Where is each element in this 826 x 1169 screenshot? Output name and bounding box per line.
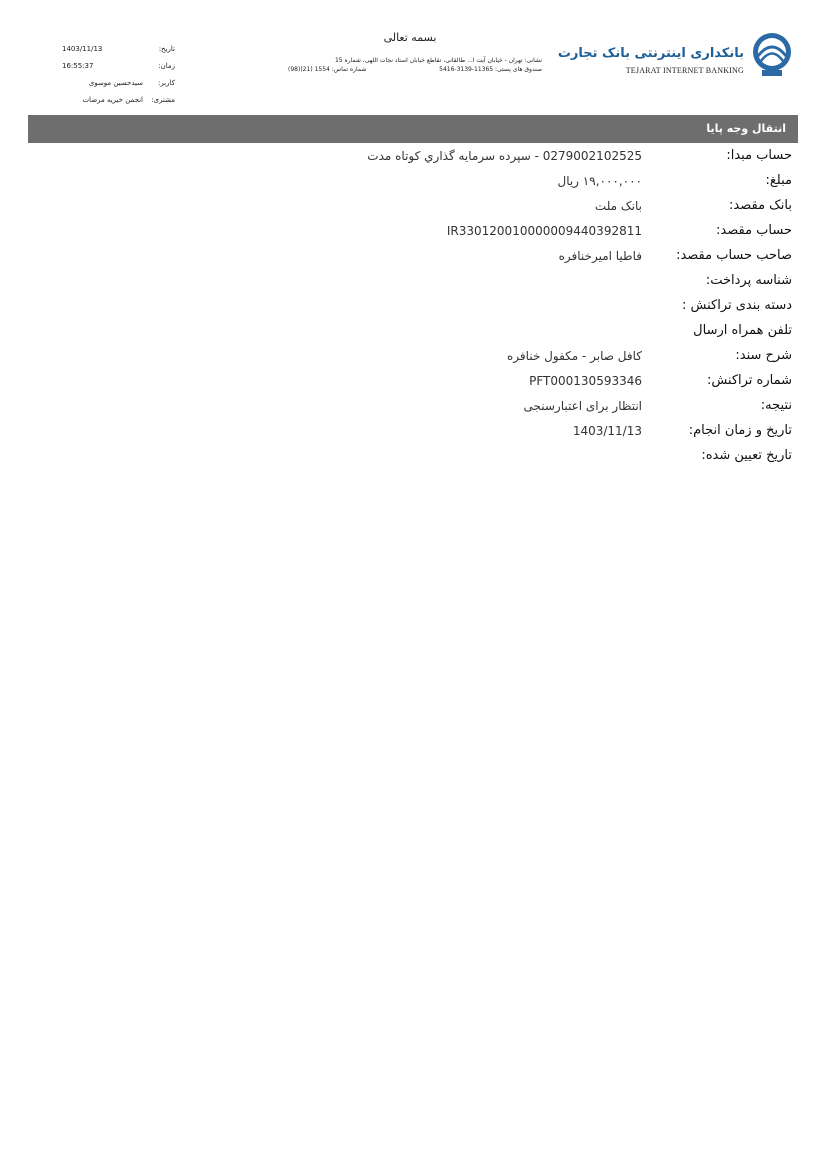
field-value xyxy=(28,224,642,238)
receipt-header xyxy=(0,0,826,112)
field-row xyxy=(28,218,792,243)
meta-value: 1403/11/13 xyxy=(62,44,103,53)
field-value: کافل صابر - مکفول خنافره xyxy=(507,348,642,363)
bank-logo xyxy=(557,30,796,80)
field-label: تاریخ و زمان انجام: xyxy=(688,423,792,438)
meta-label: تاریخ: xyxy=(158,44,175,53)
meta-label: کاربر: xyxy=(157,78,175,87)
meta-user xyxy=(60,74,175,91)
field-row xyxy=(28,393,792,418)
field-label: شرح سند: xyxy=(735,348,792,363)
bank-name: بانکداری اینترنتی بانک تجارت xyxy=(557,46,744,61)
field-label: تلفن همراه ارسال xyxy=(693,323,792,338)
field-value: ۱۹,۰۰۰,۰۰۰ ریال xyxy=(557,173,642,188)
print-meta xyxy=(60,40,175,108)
postal-box: صندوق های پستی: 11365-3139-5416 xyxy=(439,66,542,73)
field-value: انتظار برای اعتبارسنجی xyxy=(523,398,642,413)
field-label: شناسه پرداخت: xyxy=(705,273,792,288)
section-title: انتقال وجه پایا xyxy=(706,122,786,135)
meta-label: زمان: xyxy=(158,61,175,70)
field-row xyxy=(28,418,792,443)
bank-name-english: TEJARAT INTERNET BANKING xyxy=(625,66,744,75)
meta-value: 16:55:37 xyxy=(62,61,94,70)
field-label: صاحب حساب مقصد: xyxy=(676,248,792,263)
field-row xyxy=(28,368,792,393)
iban-value: IR330120010000009440392811 xyxy=(446,223,642,238)
field-label: تاریخ تعیین شده: xyxy=(701,448,792,463)
field-row xyxy=(28,318,792,343)
field-label: حساب مبدا: xyxy=(726,148,792,163)
field-value: 1403/11/13 xyxy=(572,423,642,438)
field-row xyxy=(28,143,792,168)
field-value: بانک ملت xyxy=(594,198,642,213)
meta-value: سیدحسین موسوی xyxy=(88,78,143,87)
field-label: دسته بندی تراکنش : xyxy=(682,298,792,313)
field-label: بانک مقصد: xyxy=(729,198,792,213)
field-row xyxy=(28,293,792,318)
field-row xyxy=(28,268,792,293)
basmala: بسمه تعالی xyxy=(383,31,437,44)
field-value xyxy=(28,374,642,388)
field-value: 0279002102525 - سپرده سرمايه گذاري کوتاه مدت xyxy=(367,148,642,163)
field-row xyxy=(28,443,792,468)
tejarat-emblem-icon xyxy=(750,30,794,80)
contact-phone: شماره تماس: 1554 (21)(98) xyxy=(288,66,367,73)
field-label: حساب مقصد: xyxy=(716,223,792,238)
field-row xyxy=(28,193,792,218)
transfer-details xyxy=(28,143,792,468)
meta-time xyxy=(60,57,175,74)
field-row xyxy=(28,168,792,193)
meta-label: مشتری: xyxy=(151,95,175,104)
meta-customer xyxy=(60,91,175,108)
meta-value: انجمن خیریه مرضات xyxy=(82,95,143,104)
field-value: فاطیا امیرخنافره xyxy=(558,248,642,263)
field-row xyxy=(28,243,792,268)
field-label: نتیجه: xyxy=(760,398,792,413)
field-label: مبلغ: xyxy=(765,173,792,188)
field-row xyxy=(28,343,792,368)
section-title-bar xyxy=(28,115,798,143)
field-label: شماره تراکنش: xyxy=(706,373,792,388)
meta-date xyxy=(60,40,175,57)
transaction-number: PFT000130593346 xyxy=(529,373,642,388)
address-line: نشانی: تهران - خیابان آیت ا... طالقانی، تقاطع خیابان استاد نجات اللهی، شماره 15 xyxy=(334,57,542,64)
bank-address xyxy=(288,56,542,74)
